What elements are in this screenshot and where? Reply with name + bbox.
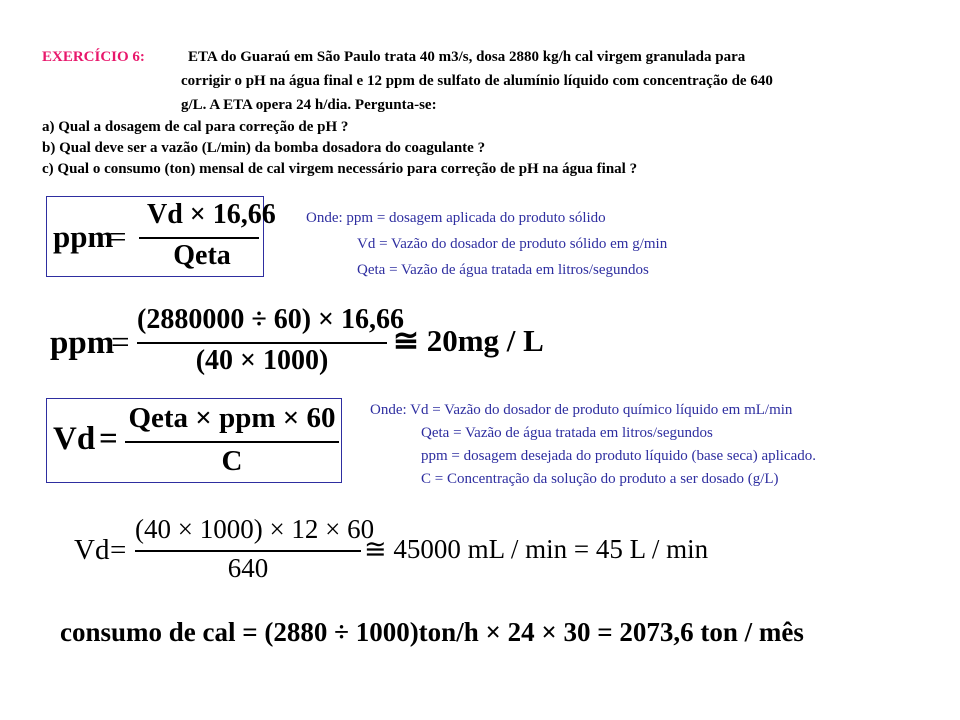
- calc1-equals: =: [111, 325, 130, 361]
- formula-vd-box: [46, 398, 342, 483]
- legend2-line-4: C = Concentração da solução do produto a ser dosado (g/L): [421, 471, 779, 487]
- formula-vd-numerator: Qeta × ppm × 60: [128, 402, 336, 434]
- header-line-3: g/L. A ETA opera 24 h/dia. Pergunta-se:: [181, 97, 437, 113]
- calc2-equals: =: [110, 534, 127, 566]
- legend1-line-2: Vd = Vazão do dosador de produto sólido em g/min: [357, 236, 668, 252]
- calc1-denominator: (40 × 1000): [195, 345, 329, 376]
- header-line-2: corrigir o pH na água final e 12 ppm de sulfato de alumínio líquido com concentração de 640: [181, 73, 773, 89]
- question-b: b) Qual deve ser a vazão (L/min) da bomba dosadora do coagulante ?: [42, 140, 486, 156]
- legend2-line-3: ppm = dosagem desejada do produto líquido (base seca) aplicado.: [421, 448, 817, 464]
- calc2-numerator: (40 × 1000) × 12 × 60: [135, 514, 375, 544]
- formula-ppm-numerator: Vd × 16,66: [147, 199, 276, 230]
- formula-ppm-equals: =: [109, 219, 127, 254]
- legend2-line-2: Qeta = Vazão de água tratada em litros/segundos: [421, 425, 713, 441]
- exercise-header: [42, 45, 145, 69]
- formula-vd-fraction-bar: [125, 441, 339, 443]
- legend2-line-1: Onde: Vd = Vazão do dosador de produto químico líquido em mL/min: [370, 402, 793, 418]
- calc3-consumption: consumo de cal = (2880 ÷ 1000)ton/h × 24 × 30 = 2073,6 ton / mês: [60, 617, 804, 647]
- formula-ppm-fraction-bar: [139, 237, 259, 239]
- calc2-result: ≅ 45000 mL / min = 45 L / min: [364, 534, 709, 564]
- calc1-numerator: (2880000 ÷ 60) × 16,66: [137, 304, 404, 335]
- calc2-fraction-bar: [135, 550, 361, 552]
- formula-ppm-lhs: ppm: [53, 219, 114, 254]
- question-a: a) Qual a dosagem de cal para correção de pH ?: [42, 119, 349, 135]
- calc1-result: ≅ 20mg / L: [393, 323, 544, 358]
- formula-ppm-box: [46, 196, 276, 277]
- exercise-label: EXERCÍCIO 6:: [42, 49, 145, 65]
- formula-vd-denominator: C: [221, 445, 243, 477]
- formula-ppm-denominator: Qeta: [173, 240, 231, 271]
- calc2-lhs: Vd: [74, 534, 110, 566]
- question-c: c) Qual o consumo (ton) mensal de cal virgem necessário para correção de pH na água final ?: [42, 161, 638, 177]
- formula-vd-lhs: Vd: [53, 421, 96, 457]
- formula-vd-equals: =: [99, 421, 118, 457]
- calc1-fraction-bar: [137, 342, 387, 344]
- calc2-denominator: 640: [227, 553, 269, 583]
- header-line-1: ETA do Guaraú em São Paulo trata 40 m3/s, dosa 2880 kg/h cal virgem granulada para: [188, 49, 746, 65]
- calc1-lhs: ppm: [50, 325, 115, 361]
- legend1-line-3: Qeta = Vazão de água tratada em litros/segundos: [357, 262, 649, 278]
- legend1-line-1: Onde: ppm = dosagem aplicada do produto sólido: [306, 210, 606, 226]
